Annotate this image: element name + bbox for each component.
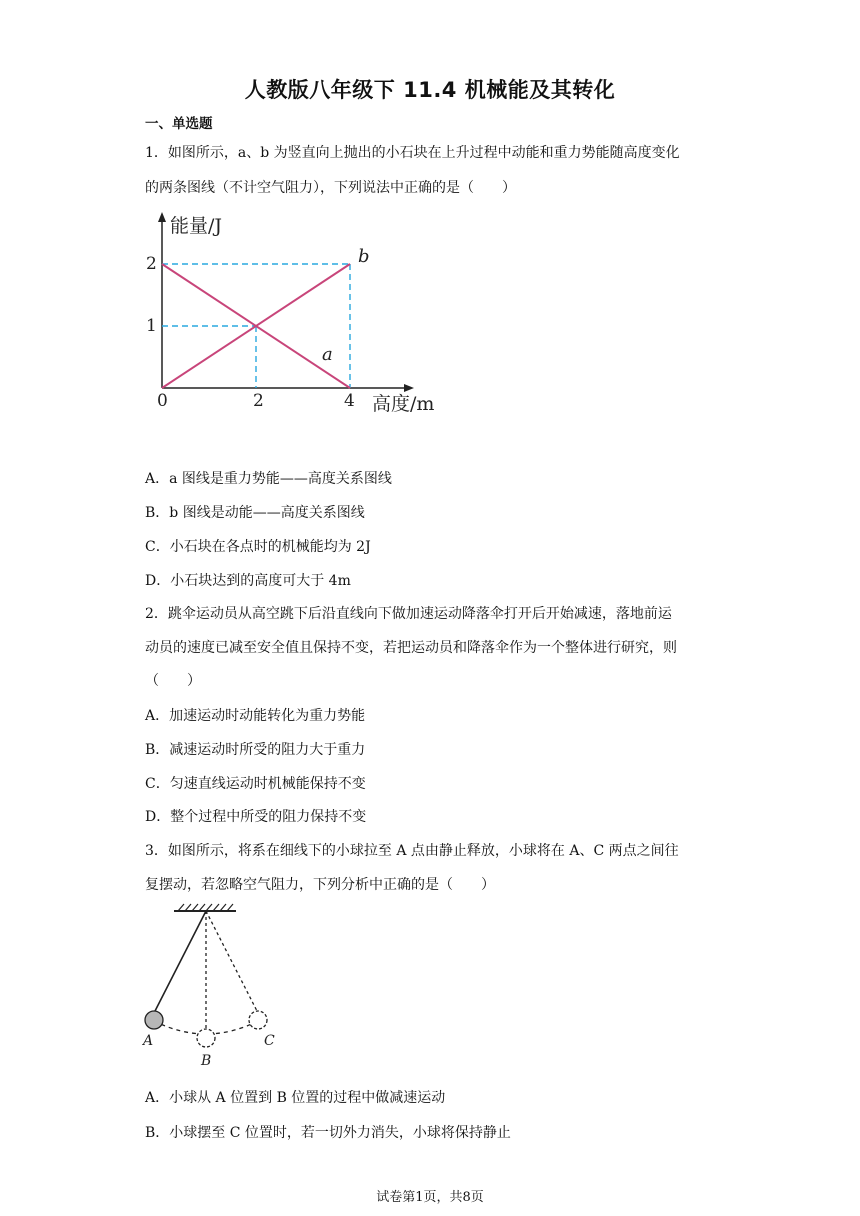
energy-height-chart	[140, 208, 440, 418]
label-c: C	[264, 1033, 275, 1049]
q3-option-a: A．小球从 A 位置到 B 位置的过程中做减速运动	[145, 1090, 446, 1106]
q1-option-c: C．小石块在各点时的机械能均为 2J	[145, 539, 371, 555]
page-title: 人教版八年级下 11.4 机械能及其转化	[244, 78, 616, 102]
q1-option-b: B．b 图线是动能——高度关系图线	[145, 505, 365, 521]
ball-c	[249, 1011, 267, 1029]
series-label-a: a	[322, 344, 333, 365]
y-tick-2: 2	[146, 254, 157, 274]
q3-stem-line1: 3．如图所示，将系在细线下的小球拉至 A 点由静止释放，小球将在 A、C 两点之间往	[145, 843, 679, 859]
q3-option-b: B．小球摆至 C 位置时，若一切外力消失，小球将保持静止	[145, 1125, 511, 1141]
q2-option-a: A．加速运动时动能转化为重力势能	[145, 708, 366, 724]
y-axis-arrow	[158, 212, 166, 222]
x-tick-0: 0	[157, 391, 168, 411]
q1-stem-line1: 1．如图所示，a、b 为竖直向上抛出的小石块在上升过程中动能和重力势能随高度变化	[145, 145, 680, 161]
q3-stem-line2: 复摆动，若忽略空气阻力，下列分析中正确的是（ ）	[145, 877, 495, 893]
string-a	[154, 911, 206, 1013]
q2-stem-line1: 2．跳伞运动员从高空跳下后沿直线向下做加速运动降落伞打开后开始减速，落地前运	[145, 606, 672, 622]
y-axis-label: 能量/J	[170, 215, 223, 237]
x-tick-4: 4	[344, 391, 355, 411]
series-label-b: b	[358, 246, 370, 267]
x-axis-label: 高度/m	[372, 393, 435, 415]
q1-option-a: A．a 图线是重力势能——高度关系图线	[145, 471, 392, 487]
y-tick-1: 1	[146, 316, 157, 336]
q2-option-d: D．整个过程中所受的阻力保持不变	[145, 809, 367, 825]
ball-b	[197, 1029, 215, 1047]
x-axis-arrow	[404, 384, 414, 392]
q1-stem-line2: 的两条图线（不计空气阻力），下列说法中正确的是（ ）	[145, 180, 516, 196]
q1-option-d: D．小石块达到的高度可大于 4m	[145, 573, 351, 589]
label-a: A	[143, 1033, 154, 1049]
label-b: B	[201, 1053, 212, 1069]
q2-stem-line3: （ ）	[145, 673, 201, 689]
ball-a	[145, 1011, 163, 1029]
page-footer: 试卷第1页，共8页	[376, 1190, 484, 1205]
x-tick-2: 2	[253, 391, 264, 411]
q2-option-b: B．减速运动时所受的阻力大于重力	[145, 742, 366, 758]
ceiling-hatching	[178, 904, 233, 911]
section-heading: 一、单选题	[145, 116, 213, 132]
q2-option-c: C．匀速直线运动时机械能保持不变	[145, 776, 366, 792]
string-c	[206, 911, 258, 1013]
q2-stem-line2: 动员的速度已减至安全值且保持不变，若把运动员和降落伞作为一个整体进行研究，则	[145, 640, 677, 656]
pendulum-figure	[138, 897, 288, 1072]
